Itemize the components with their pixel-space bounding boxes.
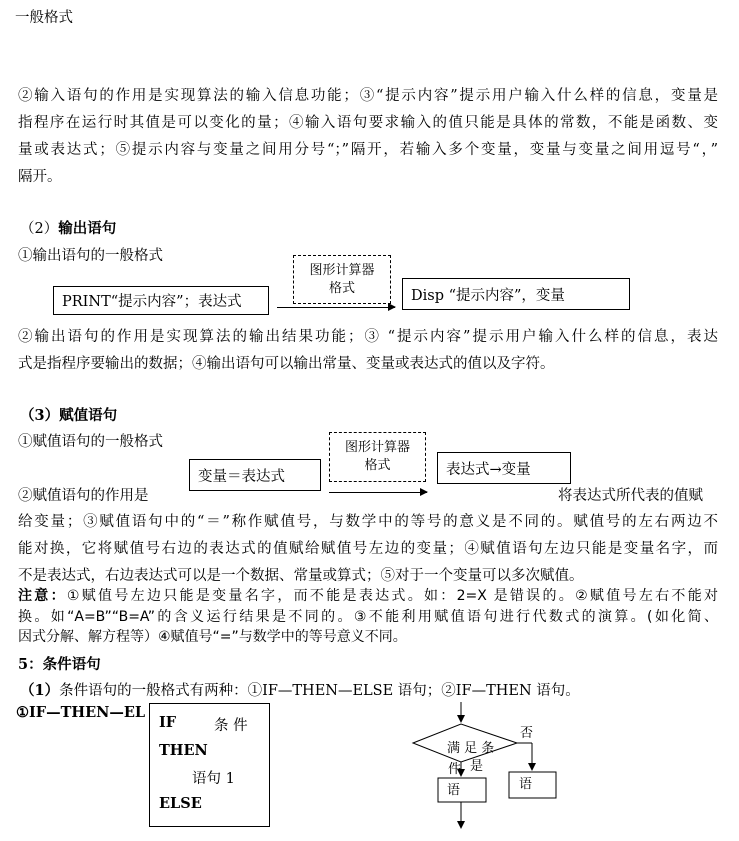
flow-statement-left: 语 <box>447 783 461 798</box>
code-statement-1: 语句 1 <box>192 771 235 787</box>
cond-format-label: （1） <box>20 682 60 699</box>
flow-statement-box-right <box>509 772 556 798</box>
assign-role-end: 将表达式所代表的值赋 <box>558 488 703 504</box>
assign-line-2: 能对换，它将赋值号右边的表达式的值赋给赋值号左边的变量；④赋值语句左边只能是变量名字，而 <box>18 541 718 557</box>
output-heading-number: （2） <box>20 221 59 237</box>
output-subheading: ①输出语句的一般格式 <box>18 248 163 264</box>
cond-heading: 5：条件语句 <box>18 656 101 673</box>
code-then-keyword: THEN <box>159 742 208 759</box>
if-then-else-code-box <box>149 703 270 827</box>
flow-statement-box-left <box>438 778 486 802</box>
print-format-box: PRINT“提示内容”；表达式 <box>53 286 269 315</box>
page-heading: 一般格式 <box>15 10 73 26</box>
output-line-2: 式是指程序要输出的数据；④输出语句可以输出常量、变量或表达式的值以及字符。 <box>18 356 555 372</box>
assign-arrow <box>329 492 427 493</box>
calculator-format-label <box>293 255 391 304</box>
disp-format-box: Disp “提示内容”，变量 <box>402 278 630 310</box>
note-line-3: 因式分解、解方程等）④赋值号“=”与数学中的等号意义不同。 <box>18 629 407 645</box>
input-line-4: 隔开。 <box>18 169 62 185</box>
assign-calculator-line2: 格式 <box>364 458 391 473</box>
cond-subheading: ①IF—THEN—EL <box>16 704 146 721</box>
assign-format-box: 变量＝表达式 <box>189 459 321 491</box>
note-line-2: 换。如“A=B”“B=A”的含义运行结果是不同的。③不能利用赋值语句进行代数式的演算。(如化简、 <box>18 608 718 625</box>
assign-role-start: ②赋值语句的作用是 <box>18 488 149 504</box>
input-line-3: 量或表达式；⑤提示内容与变量之间用分号“；”隔开，若输入多个变量，变量与变量之间用逗号“，” <box>18 142 718 158</box>
assign-calculator-line1: 图形计算器 <box>344 440 410 455</box>
output-line-1: ②输出语句的作用是实现算法的输出结果功能；③ “提示内容”提示用户输入什么样的信息，表达 <box>18 329 718 345</box>
cond-format-line <box>20 681 580 701</box>
no-label: 否 <box>520 726 534 741</box>
if-then-else-flowchart <box>405 700 565 835</box>
input-paragraph <box>18 83 718 191</box>
assign-paragraph <box>18 509 718 590</box>
note-line-1 <box>18 586 718 607</box>
output-heading-text: 输出语句 <box>58 220 117 237</box>
flow-statement-right: 语 <box>519 777 533 792</box>
assign-line-3: 不是表达式，右边表达式可以是一个数据、常量或算式；⑤对于一个变量可以多次赋值。 <box>18 568 584 584</box>
assign-line-1: 给变量；③赋值语句中的“＝”称作赋值号，与数学中的等号的意义是不同的。赋值号的左右两边不 <box>18 514 718 530</box>
assign-subheading: ①赋值语句的一般格式 <box>18 434 163 450</box>
code-else-keyword: ELSE <box>159 795 202 812</box>
code-if-keyword: IF <box>159 714 177 731</box>
calculator-format-line1: 图形计算器 <box>309 262 375 278</box>
output-paragraph <box>18 324 718 378</box>
calculator-format-line2: 格式 <box>328 280 355 296</box>
assign-note <box>18 586 718 648</box>
assign-calculator-format-label <box>329 432 426 482</box>
cond-format-text: 条件语句的一般格式有两种：①IF—THEN—ELSE 语句；②IF—THEN 语句。 <box>59 683 580 699</box>
input-line-2: 指程序在运行时其值是可以变化的量；④输入语句要求输入的值只能是具体的常数，不能是函数、变 <box>18 115 718 131</box>
note-label: 注意： <box>18 588 67 604</box>
diamond-label-line2: 件 <box>448 762 462 777</box>
input-line-1: ②输入语句的作用是实现算法的输入信息功能；③“提示内容”提示用户输入什么样的信息，变量是 <box>18 88 718 104</box>
output-heading <box>20 219 116 239</box>
assign-heading: （3）赋值语句 <box>20 407 118 424</box>
assign-calculator-box: 表达式→变量 <box>437 452 571 484</box>
diamond-label-line1: 满 足 条 <box>447 741 495 756</box>
output-arrow <box>277 307 395 308</box>
code-condition: 条 件 <box>214 718 248 734</box>
yes-label: 是 <box>470 759 484 774</box>
note-line-1-text: ①赋值号左边只能是变量名字，而不能是表达式。如：2=X 是错误的。②赋值号左右不能对 <box>66 588 719 604</box>
